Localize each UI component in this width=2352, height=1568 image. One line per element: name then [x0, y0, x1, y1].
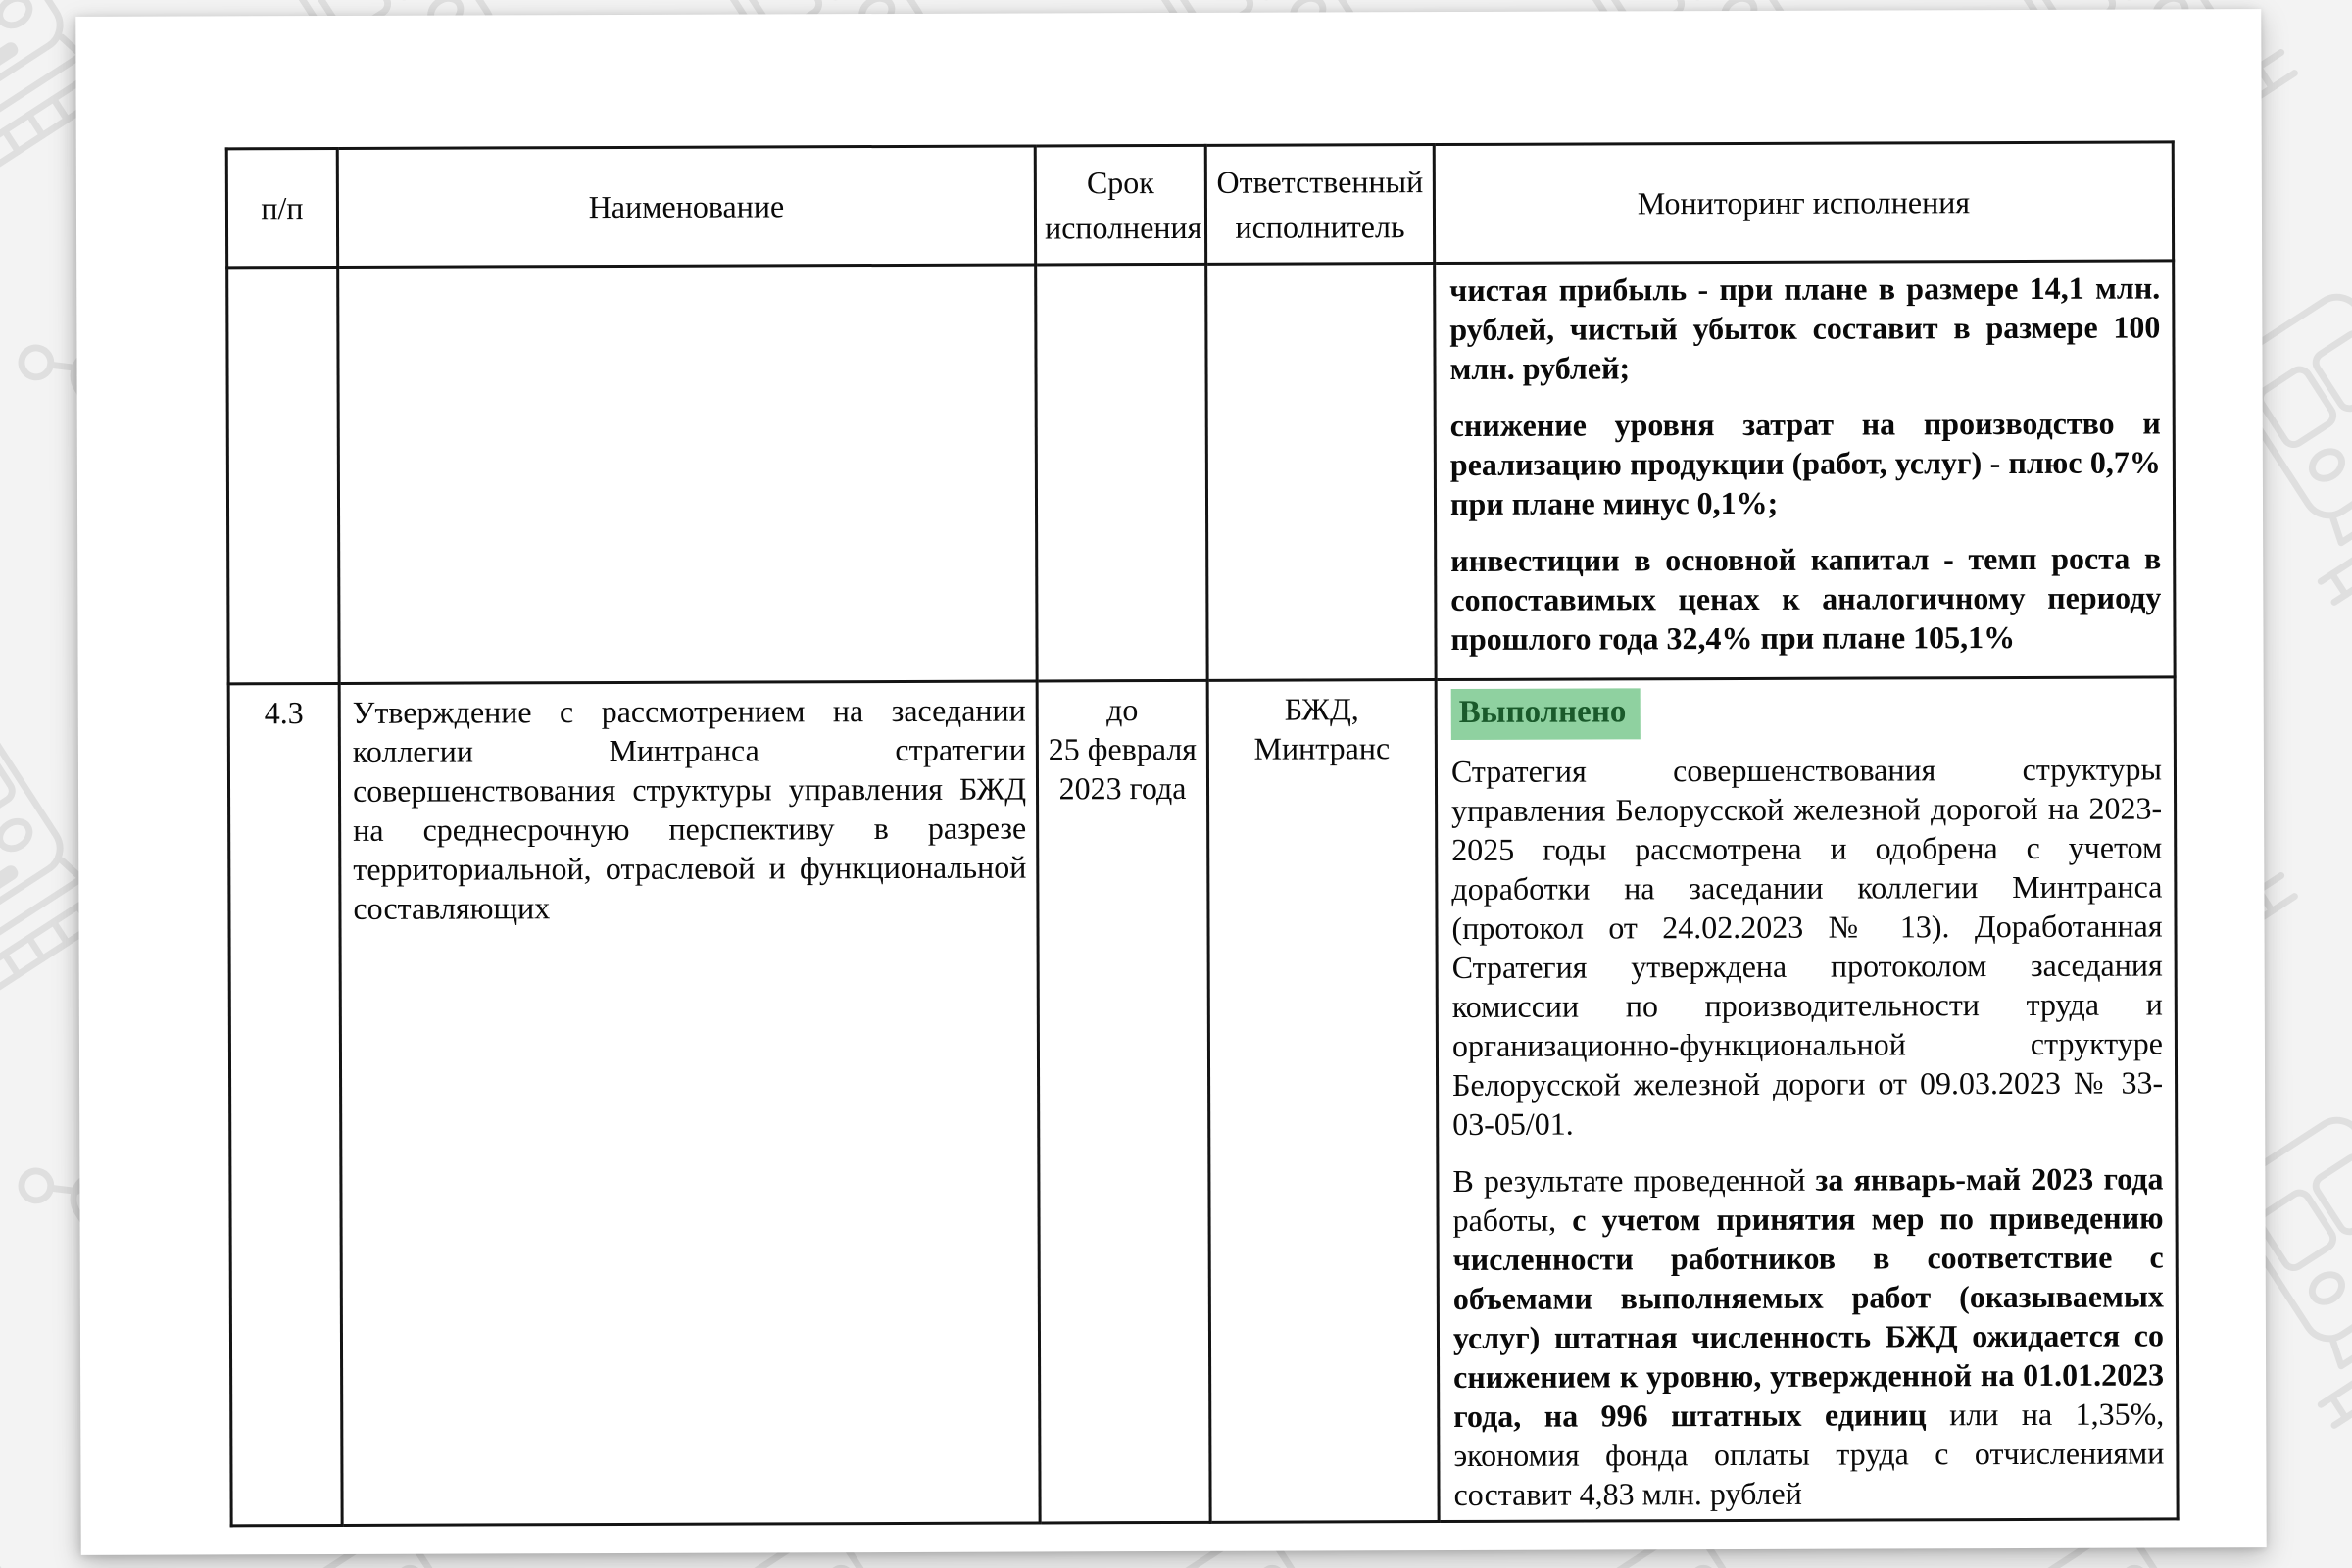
- column-header-monitoring: Мониторинг исполнения: [1434, 142, 2173, 264]
- monitoring-paragraph: чистая прибыль - при плане в размере 14,1 млн. рублей, чистый убыток составит в размере 100 млн. рублей;: [1449, 270, 2161, 387]
- column-header-num: п/п: [226, 148, 337, 267]
- monitoring-paragraph: инвестиции в основной капитал - темп роста в сопоставимых ценах к аналогичному периоду прошлого года 32,4% при плане 105,1%: [1450, 540, 2162, 658]
- monitoring-paragraph: В результате проведенной за январь-май 2023 года работы, с учетом принятия мер по приведению численности работников в соответствие с объемами выполняемых работ (оказываемых услуг) штатная численность БЖД ожидается со снижением к уровню, утвержденной на 01.01.2023 года, на 996 штатных единиц или на 1,35%, экономия фонда оплаты труда с отчислениями составит 4,83 млн. рублей: [1452, 1160, 2165, 1512]
- document-page: [75, 9, 2266, 1555]
- cell-term: до 25 февраля 2023 года: [1037, 680, 1210, 1523]
- cell-monitoring: [1435, 261, 2175, 680]
- cell-executor: [1206, 264, 1436, 681]
- table-row: [228, 677, 2178, 1526]
- cell-name: [338, 265, 1037, 683]
- column-header-term: Срок исполнения: [1035, 145, 1205, 265]
- table-row: [227, 261, 2175, 684]
- table-header-row: [226, 142, 2173, 268]
- cell-num: 4.3: [228, 683, 342, 1525]
- cell-name: Утверждение с рассмотрением на заседании коллегии Минтранса стратегии совершенствования структуры управления БЖД на среднесрочную перспективу в разрезе территориальной, отраслевой и функциональной составляющих: [339, 681, 1040, 1525]
- cell-monitoring: [1436, 677, 2178, 1522]
- cell-num: [227, 267, 339, 683]
- column-header-executor: Ответственный исполнитель: [1205, 145, 1434, 265]
- monitoring-paragraph: снижение уровня затрат на производство и реализацию продукции (работ, услуг) - плюс 0,7% при плане минус 0,1%;: [1449, 405, 2161, 522]
- monitoring-paragraphs: [1451, 749, 2165, 1514]
- column-header-name: Наименование: [337, 146, 1035, 267]
- monitoring-paragraph: Стратегия совершенствования структуры управления Белорусской железной дорогой на 2023-2025 годы рассмотрена и одобрена с учетом доработки на заседании коллегии Минтранса (протокол от 24.02.2023 № 13). Доработанная Стратегия утверждена протоколом заседания комиссии по производительности труда и организационно-функциональной структуре Белорусской железной дороги от 09.03.2023 № 33-03-05/01.: [1450, 751, 2164, 1142]
- monitoring-table: [225, 140, 2180, 1527]
- cell-executor: БЖД, Минтранс: [1207, 680, 1439, 1523]
- status-badge: Выполнено: [1451, 688, 1641, 740]
- status-badge-wrap: [1451, 684, 2162, 752]
- monitoring-paragraphs: [1449, 268, 2161, 659]
- cell-term: [1036, 264, 1207, 681]
